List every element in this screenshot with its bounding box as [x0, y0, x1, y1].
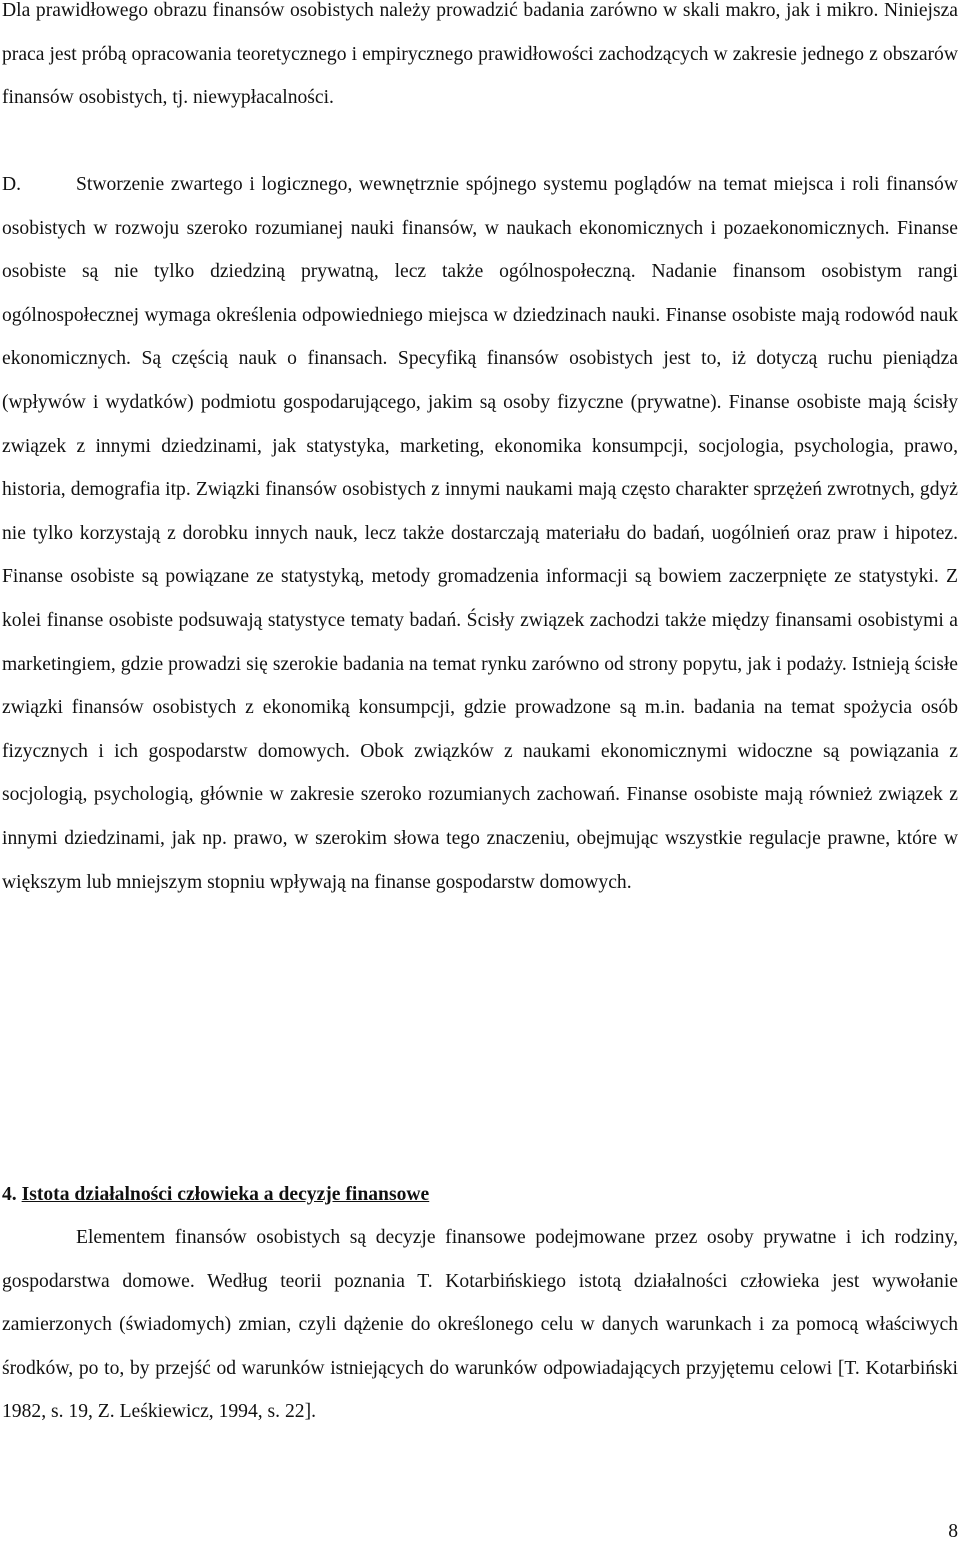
- paragraph-d: [2, 163, 958, 904]
- section-title: Istota działalności człowieka a decyzje finansowe: [21, 1184, 430, 1205]
- paragraph-intro: Dla prawidłowego obrazu finansów osobistych należy prowadzić badania zarówno w skali makro, jak i mikro. Niniejsza praca jest próbą opracowania teoretycznego i empirycznego prawidłowości zachodzących w zakresie jednego z obszarów finansów osobistych, tj. niewypłacalności.: [2, 0, 958, 109]
- page-number: 8: [948, 1521, 958, 1542]
- paragraph-section-4-text: Elementem finansów osobistych są decyzje finansowe podejmowane przez osoby prywatne i ich rodziny, gospodarstwa domowe. Według teorii poznania T. Kotarbińskiego istotą działalności człowieka jest wywołanie zamierzonych (świadomych) zmian, czyli dążenie do określonego celu w danych warunkach i za pomocą właściwych środków, po to, by przejść od warunków istniejących do warunków odpowiadających przyjętemu celowi [T. Kotarbiński 1982, s. 19, Z. Leśkiewicz, 1994, s. 22].: [2, 1227, 958, 1423]
- paragraph-section-4: [2, 1216, 958, 1434]
- section-heading: [2, 1180, 429, 1210]
- list-marker-d: D.: [2, 174, 22, 195]
- paragraph-d-text: Stworzenie zwartego i logicznego, wewnętrznie spójnego systemu poglądów na temat miejsca i roli finansów osobistych w rozwoju szeroko rozumianej nauki finansów, w naukach ekonomicznych i pozaekonomicznych. Finanse osobiste są nie tylko dziedziną prywatną, lecz także ogólnospołeczną. Nadanie finansom osobistym rangi ogólnospołecznej wymaga określenia odpowiedniego miejsca w dziedzinach nauki. Finanse osobiste mają rodowód nauk ekonomicznych. Są częścią nauk o finansach. Specyfiką finansów osobistych jest to, iż dotyczą ruchu pieniądza (wpływów i wydatków) podmiotu gospodarującego, jakim są osoby fizyczne (prywatne). Finanse osobiste mają ścisły związek z innymi dziedzinami, jak statystyka, marketing, ekonomika konsumpcji, socjologia, psychologia, prawo, historia, demografia itp. Związki finansów osobistych z innymi naukami mają często charakter sprzężeń zwrotnych, gdyż nie tylko korzystają z dorobku innych nauk, lecz także dostarczają materiału do badań, uogólnień oraz praw i hipotez. Finanse osobiste są powiązane ze statystyką, metody gromadzenia informacji są bowiem zaczerpnięte ze statystyki. Z kolei finanse osobiste podsuwają statystyce tematy badań. Ścisły związek zachodzi także między finansami osobistymi a marketingiem, gdzie prowadzi się szerokie badania na temat rynku zarówno od strony popytu, jak i podaży. Istnieją ścisłe związki finansów osobistych z ekonomiką konsumpcji, gdzie prowadzone są m.in. badania na temat spożycia osób fizycznych i ich gospodarstw domowych. Obok związków z naukami ekonomicznymi widoczne są powiązania z socjologią, psychologią, głównie w zakresie szeroko rozumianych zachowań. Finanse osobiste mają również związek z innymi dziedzinami, jak np. prawo, w szerokim słowa tego znaczeniu, obejmując wszystkie regulacje prawne, które w większym lub mniejszym stopniu wpływają na finanse gospodarstw domowych.: [2, 174, 958, 893]
- section-number: 4.: [2, 1184, 17, 1205]
